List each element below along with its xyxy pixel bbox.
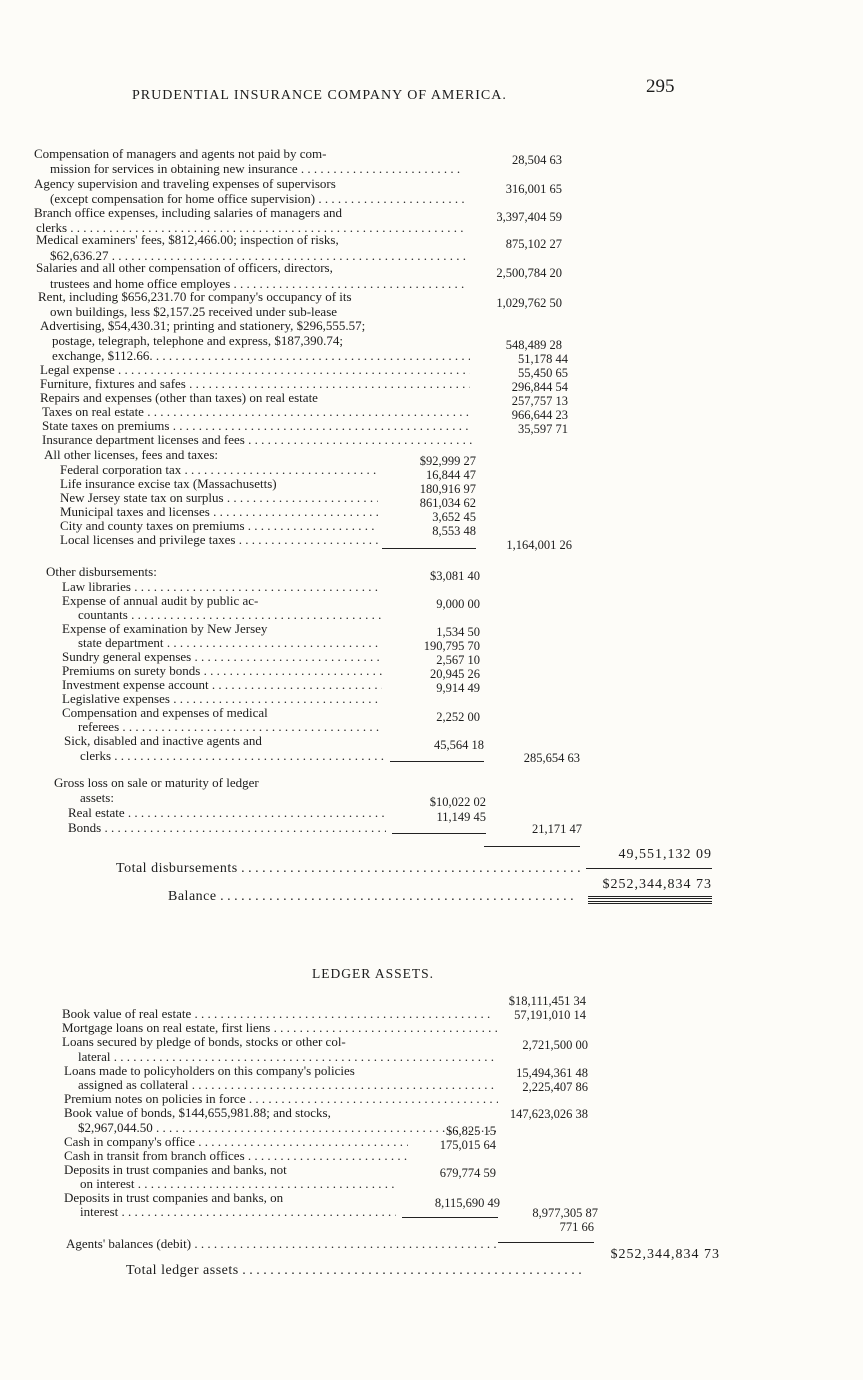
page-number: 295 bbox=[646, 76, 675, 97]
disbursement-label: Furniture, fixtures and safes . . . bbox=[40, 376, 470, 391]
cash-label: Deposits in trust companies and banks, not bbox=[64, 1162, 287, 1177]
license-label: Local licenses and privilege taxes . . . bbox=[60, 532, 378, 547]
other-disbursement-label: Sick, disabled and inactive agents and bbox=[64, 733, 262, 748]
cash-amount: $6,825 15 bbox=[446, 1124, 496, 1138]
disbursement-amount: 316,001 65 bbox=[505, 182, 562, 196]
cash-amount: 679,774 59 bbox=[439, 1166, 496, 1180]
disbursement-label: Repairs and expenses (other than taxes) on real estate bbox=[40, 390, 318, 405]
license-label: City and county taxes on premiums . . . bbox=[60, 518, 378, 533]
page-header-title: PRUDENTIAL INSURANCE COMPANY OF AMERICA. bbox=[132, 88, 507, 103]
other-disbursement-label: Investment expense account . . . bbox=[62, 677, 382, 692]
gross-loss-label: Real estate . . . bbox=[68, 805, 386, 820]
disbursement-label: Branch office expenses, including salaries of managers and bbox=[34, 205, 343, 220]
disbursement-label: (except compensation for home office supervision) . . . bbox=[50, 191, 464, 206]
balance-label: Balance . . . bbox=[168, 888, 574, 906]
gross-loss-amount: $10,022 02 bbox=[429, 795, 486, 809]
disbursement-amount: 51,178 44 bbox=[518, 352, 568, 366]
other-disbursement-amount: 45,564 18 bbox=[434, 738, 484, 752]
asset-label: Mortgage loans on real estate, first liens . . . bbox=[62, 1020, 498, 1035]
gross-loss-label: Bonds . . . bbox=[68, 820, 386, 835]
asset-amount: 2,225,407 86 bbox=[522, 1080, 588, 1094]
other-disbursement-amount: 1,534 50 bbox=[436, 625, 480, 639]
license-label: Municipal taxes and licenses . . . bbox=[60, 504, 378, 519]
other-disbursement-label: Legislative expenses . . . bbox=[62, 691, 382, 706]
disbursement-label: Rent, including $656,231.70 for company's occupancy of its bbox=[38, 289, 352, 304]
other-disbursement-total: 285,654 63 bbox=[523, 751, 580, 765]
double-rule bbox=[588, 896, 712, 899]
disbursement-amount: 28,504 63 bbox=[512, 153, 562, 167]
total-disbursements-amount: 49,551,132 09 bbox=[618, 847, 712, 862]
cash-label: Deposits in trust companies and banks, on bbox=[64, 1190, 284, 1205]
license-label: Life insurance excise tax (Massachusetts) bbox=[60, 476, 277, 491]
disbursement-label: Medical examiners' fees, $812,466.00; inspection of risks, bbox=[36, 232, 339, 247]
other-disbursement-label: countants . . . bbox=[78, 607, 382, 622]
disbursement-label: Taxes on real estate . . . bbox=[42, 404, 472, 419]
disbursement-label: Salaries and all other compensation of officers, directors, bbox=[36, 260, 333, 275]
other-disbursement-amount: 9,914 49 bbox=[436, 681, 480, 695]
disbursement-label: own buildings, less $2,157.25 received under sub-lease bbox=[50, 304, 338, 319]
asset-label: Loans made to policyholders on this company's policies bbox=[64, 1063, 355, 1078]
gross-loss-amount: 11,149 45 bbox=[436, 810, 486, 824]
subtotal-rule bbox=[382, 548, 476, 549]
total-ledger-assets-amount: $252,344,834 73 bbox=[610, 1247, 720, 1262]
license-amount: 3,652 45 bbox=[432, 510, 476, 524]
asset-label: Loans secured by pledge of bonds, stocks or other col- bbox=[62, 1034, 346, 1049]
disbursement-amount: 257,757 13 bbox=[511, 394, 568, 408]
other-disbursement-label: Law libraries . . . bbox=[62, 579, 380, 594]
disbursement-label: Agency supervision and traveling expenses of supervisors bbox=[34, 176, 336, 191]
disbursement-amount: 1,029,762 50 bbox=[496, 296, 562, 310]
disbursement-label: clerks . . . bbox=[36, 220, 466, 235]
other-disbursement-label: Compensation and expenses of medical bbox=[62, 705, 268, 720]
license-label: Federal corporation tax . . . bbox=[60, 462, 378, 477]
other-disbursement-amount: 2,252 00 bbox=[436, 710, 480, 724]
gross-loss-total: 21,171 47 bbox=[532, 822, 582, 836]
disbursement-amount: 2,500,784 20 bbox=[496, 266, 562, 280]
section-heading: Other disbursements: bbox=[46, 564, 157, 579]
total-rule bbox=[586, 868, 712, 869]
total-disbursements-label: Total disbursements . . . bbox=[116, 860, 582, 878]
double-rule bbox=[588, 901, 712, 904]
disbursement-label: mission for services in obtaining new insurance . . . bbox=[50, 161, 464, 176]
other-disbursement-label: clerks . . . bbox=[80, 748, 384, 763]
other-disbursement-amount: 20,945 26 bbox=[430, 667, 480, 681]
asset-amount: 15,494,361 48 bbox=[516, 1066, 588, 1080]
license-amount: 16,844 47 bbox=[426, 468, 476, 482]
asset-amount: 57,191,010 14 bbox=[514, 1008, 586, 1022]
other-disbursement-amount: $3,081 40 bbox=[430, 569, 480, 583]
asset-label: Book value of bonds, $144,655,981.88; and stocks, bbox=[64, 1105, 331, 1120]
section-heading: Gross loss on sale or maturity of ledger bbox=[54, 775, 259, 790]
disbursement-label: exchange, $112.66. . . . bbox=[52, 348, 470, 363]
other-disbursement-label: state department . . . bbox=[78, 635, 382, 650]
asset-amount: 2,721,500 00 bbox=[522, 1038, 588, 1052]
cash-label: interest . . . bbox=[80, 1204, 396, 1219]
cash-total: 8,977,305 87 bbox=[532, 1206, 598, 1220]
disbursement-label: postage, telegraph, telephone and express, $187,390.74; bbox=[52, 333, 343, 348]
asset-label: Premium notes on policies in force . . . bbox=[64, 1091, 498, 1106]
balance-amount: $252,344,834 73 bbox=[602, 877, 712, 892]
disbursement-label: Legal expense . . . bbox=[40, 362, 470, 377]
asset-label: lateral . . . bbox=[78, 1049, 494, 1064]
ledger-assets-title: LEDGER ASSETS. bbox=[312, 966, 435, 981]
license-amount: 180,916 97 bbox=[419, 482, 476, 496]
disbursement-label: $62,636.27 . . . bbox=[50, 248, 468, 263]
license-amount: 8,553 48 bbox=[432, 524, 476, 538]
disbursement-amount: 875,102 27 bbox=[505, 237, 562, 251]
asset-label: Book value of real estate . . . bbox=[62, 1006, 492, 1021]
cash-label: on interest . . . bbox=[80, 1176, 396, 1191]
section-heading: assets: bbox=[80, 790, 114, 805]
disbursement-amount: 296,844 54 bbox=[511, 380, 568, 394]
subtotal-rule bbox=[390, 761, 484, 762]
license-amount: 861,034 62 bbox=[419, 496, 476, 510]
license-label: New Jersey state tax on surplus . . . bbox=[60, 490, 378, 505]
asset-label: assigned as collateral . . . bbox=[78, 1077, 494, 1092]
cash-label: Cash in transit from branch offices . . . bbox=[64, 1148, 408, 1163]
disbursement-amount: 548,489 28 bbox=[505, 338, 562, 352]
cash-amount: 175,015 64 bbox=[439, 1138, 496, 1152]
disbursement-label: trustees and home office employes . . . bbox=[50, 276, 468, 291]
other-disbursement-amount: 190,795 70 bbox=[423, 639, 480, 653]
asset-amount: $18,111,451 34 bbox=[508, 994, 586, 1008]
asset-amount: 147,623,026 38 bbox=[509, 1107, 588, 1121]
agents-amount: 771 66 bbox=[559, 1220, 594, 1234]
disbursement-amount: 966,644 23 bbox=[511, 408, 568, 422]
total-rule bbox=[484, 846, 580, 847]
total-ledger-assets-label: Total ledger assets . . . bbox=[126, 1262, 586, 1280]
disbursement-amount: 55,450 65 bbox=[518, 366, 568, 380]
section-heading: All other licenses, fees and taxes: bbox=[44, 447, 218, 462]
subtotal-rule bbox=[402, 1217, 498, 1218]
disbursement-label: Compensation of managers and agents not paid by com- bbox=[34, 146, 327, 161]
license-amount: $92,999 27 bbox=[419, 454, 476, 468]
disbursement-label: State taxes on premiums . . . bbox=[42, 418, 472, 433]
other-disbursement-label: Sundry general expenses . . . bbox=[62, 649, 382, 664]
total-rule bbox=[498, 1242, 594, 1243]
other-disbursement-amount: 2,567 10 bbox=[436, 653, 480, 667]
license-total: 1,164,001 26 bbox=[506, 538, 572, 552]
disbursement-label: Advertising, $54,430.31; printing and stationery, $296,555.57; bbox=[40, 318, 366, 333]
disbursement-amount: 35,597 71 bbox=[518, 422, 568, 436]
cash-label: Cash in company's office . . . bbox=[64, 1134, 408, 1149]
other-disbursement-amount: 9,000 00 bbox=[436, 597, 480, 611]
cash-amount: 8,115,690 49 bbox=[434, 1196, 500, 1210]
subtotal-rule bbox=[392, 833, 486, 834]
agents-label: Agents' balances (debit) . . . bbox=[66, 1236, 500, 1251]
other-disbursement-label: Expense of annual audit by public ac- bbox=[62, 593, 259, 608]
disbursement-amount: 3,397,404 59 bbox=[496, 210, 562, 224]
asset-label: $2,967,044.50 . . . bbox=[78, 1120, 496, 1135]
disbursement-label: Insurance department licenses and fees . . . bbox=[42, 432, 472, 447]
other-disbursement-label: Premiums on surety bonds . . . bbox=[62, 663, 382, 678]
other-disbursement-label: Expense of examination by New Jersey bbox=[62, 621, 268, 636]
other-disbursement-label: referees . . . bbox=[78, 719, 382, 734]
